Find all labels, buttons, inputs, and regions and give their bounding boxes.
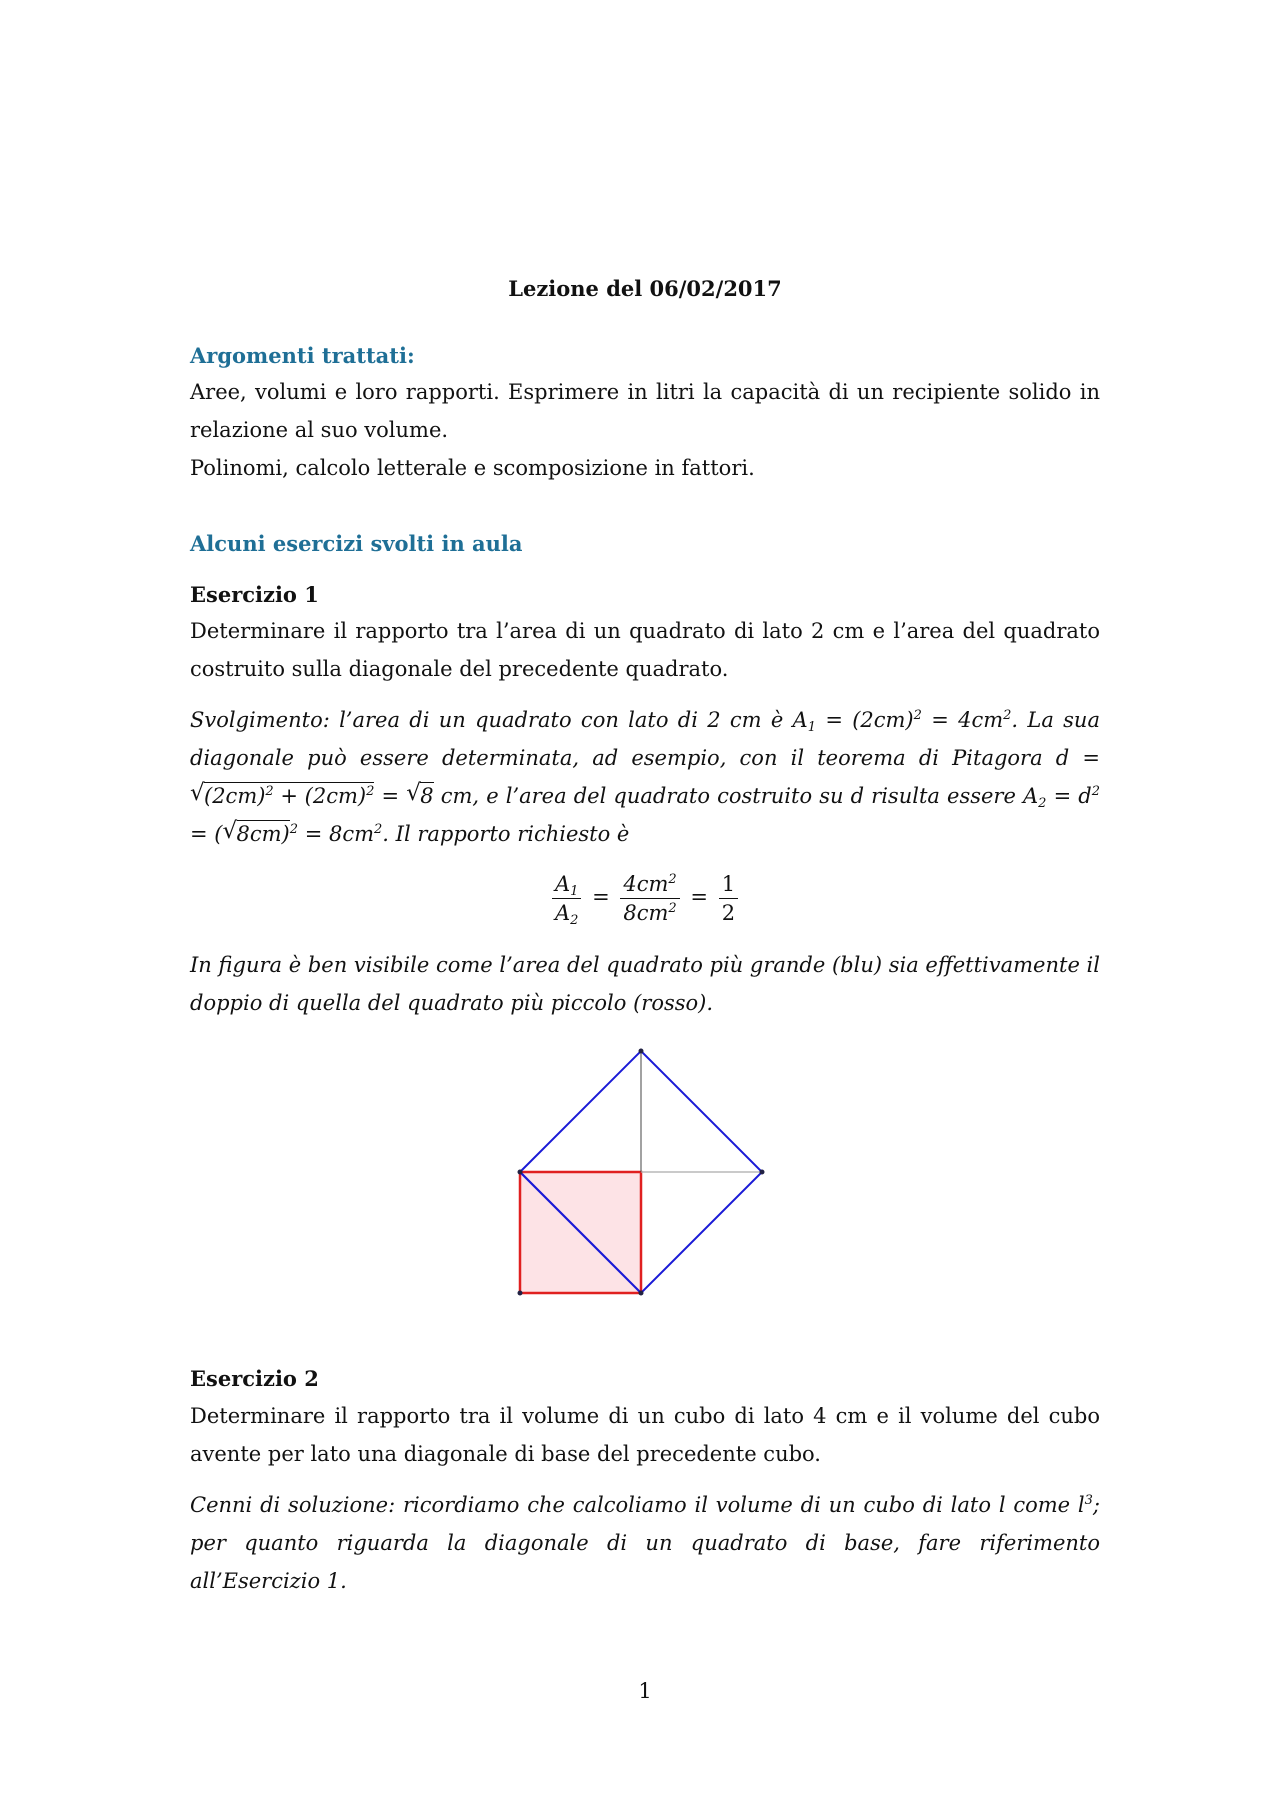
fraction-numerator: 1 xyxy=(719,872,738,899)
fraction-denominator: 2 xyxy=(721,901,736,925)
solution-text: . Il rapporto richiesto è xyxy=(382,822,630,846)
superscript: 2 xyxy=(668,901,677,916)
superscript: 2 xyxy=(1091,784,1101,799)
exercise-1-heading: Esercizio 1 xyxy=(190,582,319,607)
topics-line-1: Aree, volumi e loro rapporti. Esprimere in litri la capacità di un recipiente solido in relazione al suo volume. xyxy=(190,380,1100,442)
topics-line-2: Polinomi, calcolo letterale e scomposizione in fattori. xyxy=(190,456,755,480)
figure-caption: In figura è ben visibile come l’area del quadrato più grande (blu) sia effettivamente il doppio di quella del quadrato più piccolo (rosso). xyxy=(190,953,1100,1015)
exercises-heading: Alcuni esercizi svolti in aula xyxy=(190,531,523,556)
hint-text: ; per quanto riguarda la diagonale di un quadrato di base, fare riferimento all’Esercizio 1. xyxy=(190,1493,1100,1593)
subscript: 1 xyxy=(570,884,579,899)
superscript: 2 xyxy=(668,872,677,887)
solution-text: ( xyxy=(214,822,223,846)
superscript: 2 xyxy=(289,822,299,837)
page-number: 1 xyxy=(638,1679,652,1703)
topics-heading: Argomenti trattati: xyxy=(190,343,415,368)
solution-text: = d xyxy=(1053,784,1092,808)
solution-text: = (2cm) xyxy=(825,708,914,732)
superscript: 2 xyxy=(1003,708,1012,723)
superscript: 2 xyxy=(374,822,383,837)
solution-text: = 4cm xyxy=(931,708,1004,732)
equals-sign: = xyxy=(592,885,610,909)
subscript: 1 xyxy=(807,720,817,735)
superscript: 2 xyxy=(366,784,375,799)
math-term: 8 xyxy=(420,784,434,808)
fraction-numerator: 4cm xyxy=(623,872,669,896)
point-d xyxy=(760,1170,765,1175)
superscript: 3 xyxy=(1084,1493,1093,1508)
solution-text: . La sua diagonale può essere determinata, ad esempio, con il teorema di Pitagora d = xyxy=(190,708,1100,770)
point-c xyxy=(518,1170,523,1175)
exercise-2-statement: Determinare il rapporto tra il volume di un cubo di lato 4 cm e il volume del cubo avente per lato una diagonale di base del precedente cubo. xyxy=(190,1404,1100,1466)
solution-text: cm, e l’area del quadrato costruito su d risulta essere A xyxy=(440,784,1039,808)
math-term: + (2cm) xyxy=(280,784,367,808)
subscript: 2 xyxy=(570,913,579,928)
solution-text: Svolgimento: l’area di un quadrato con lato di 2 cm è A xyxy=(190,708,808,732)
point-a xyxy=(518,1291,523,1296)
math-term: (2cm) xyxy=(204,784,266,808)
fraction-denominator: 8cm xyxy=(623,901,669,925)
superscript: 2 xyxy=(913,708,922,723)
exercise-2-heading: Esercizio 2 xyxy=(190,1366,319,1391)
hint-text: Cenni di soluzione: ricordiamo che calcoliamo il volume di un cubo di lato l come l xyxy=(190,1493,1085,1517)
point-e xyxy=(639,1049,644,1054)
point-b xyxy=(639,1291,644,1296)
superscript: 2 xyxy=(265,784,274,799)
lesson-title: Lezione del 06/02/2017 xyxy=(508,276,782,301)
math-term: 8cm) xyxy=(236,822,290,846)
solution-text: = xyxy=(381,784,400,808)
equals-sign: = xyxy=(690,885,708,909)
subscript: 2 xyxy=(1038,796,1047,811)
solution-text: = xyxy=(190,822,208,846)
exercise-1-statement: Determinare il rapporto tra l’area di un quadrato di lato 2 cm e l’area del quadrato costruito sulla diagonale del precedente quadrato. xyxy=(190,619,1100,681)
fraction-numerator: A xyxy=(554,872,571,896)
fraction-denominator: A xyxy=(554,901,571,925)
solution-text: = 8cm xyxy=(304,822,375,846)
